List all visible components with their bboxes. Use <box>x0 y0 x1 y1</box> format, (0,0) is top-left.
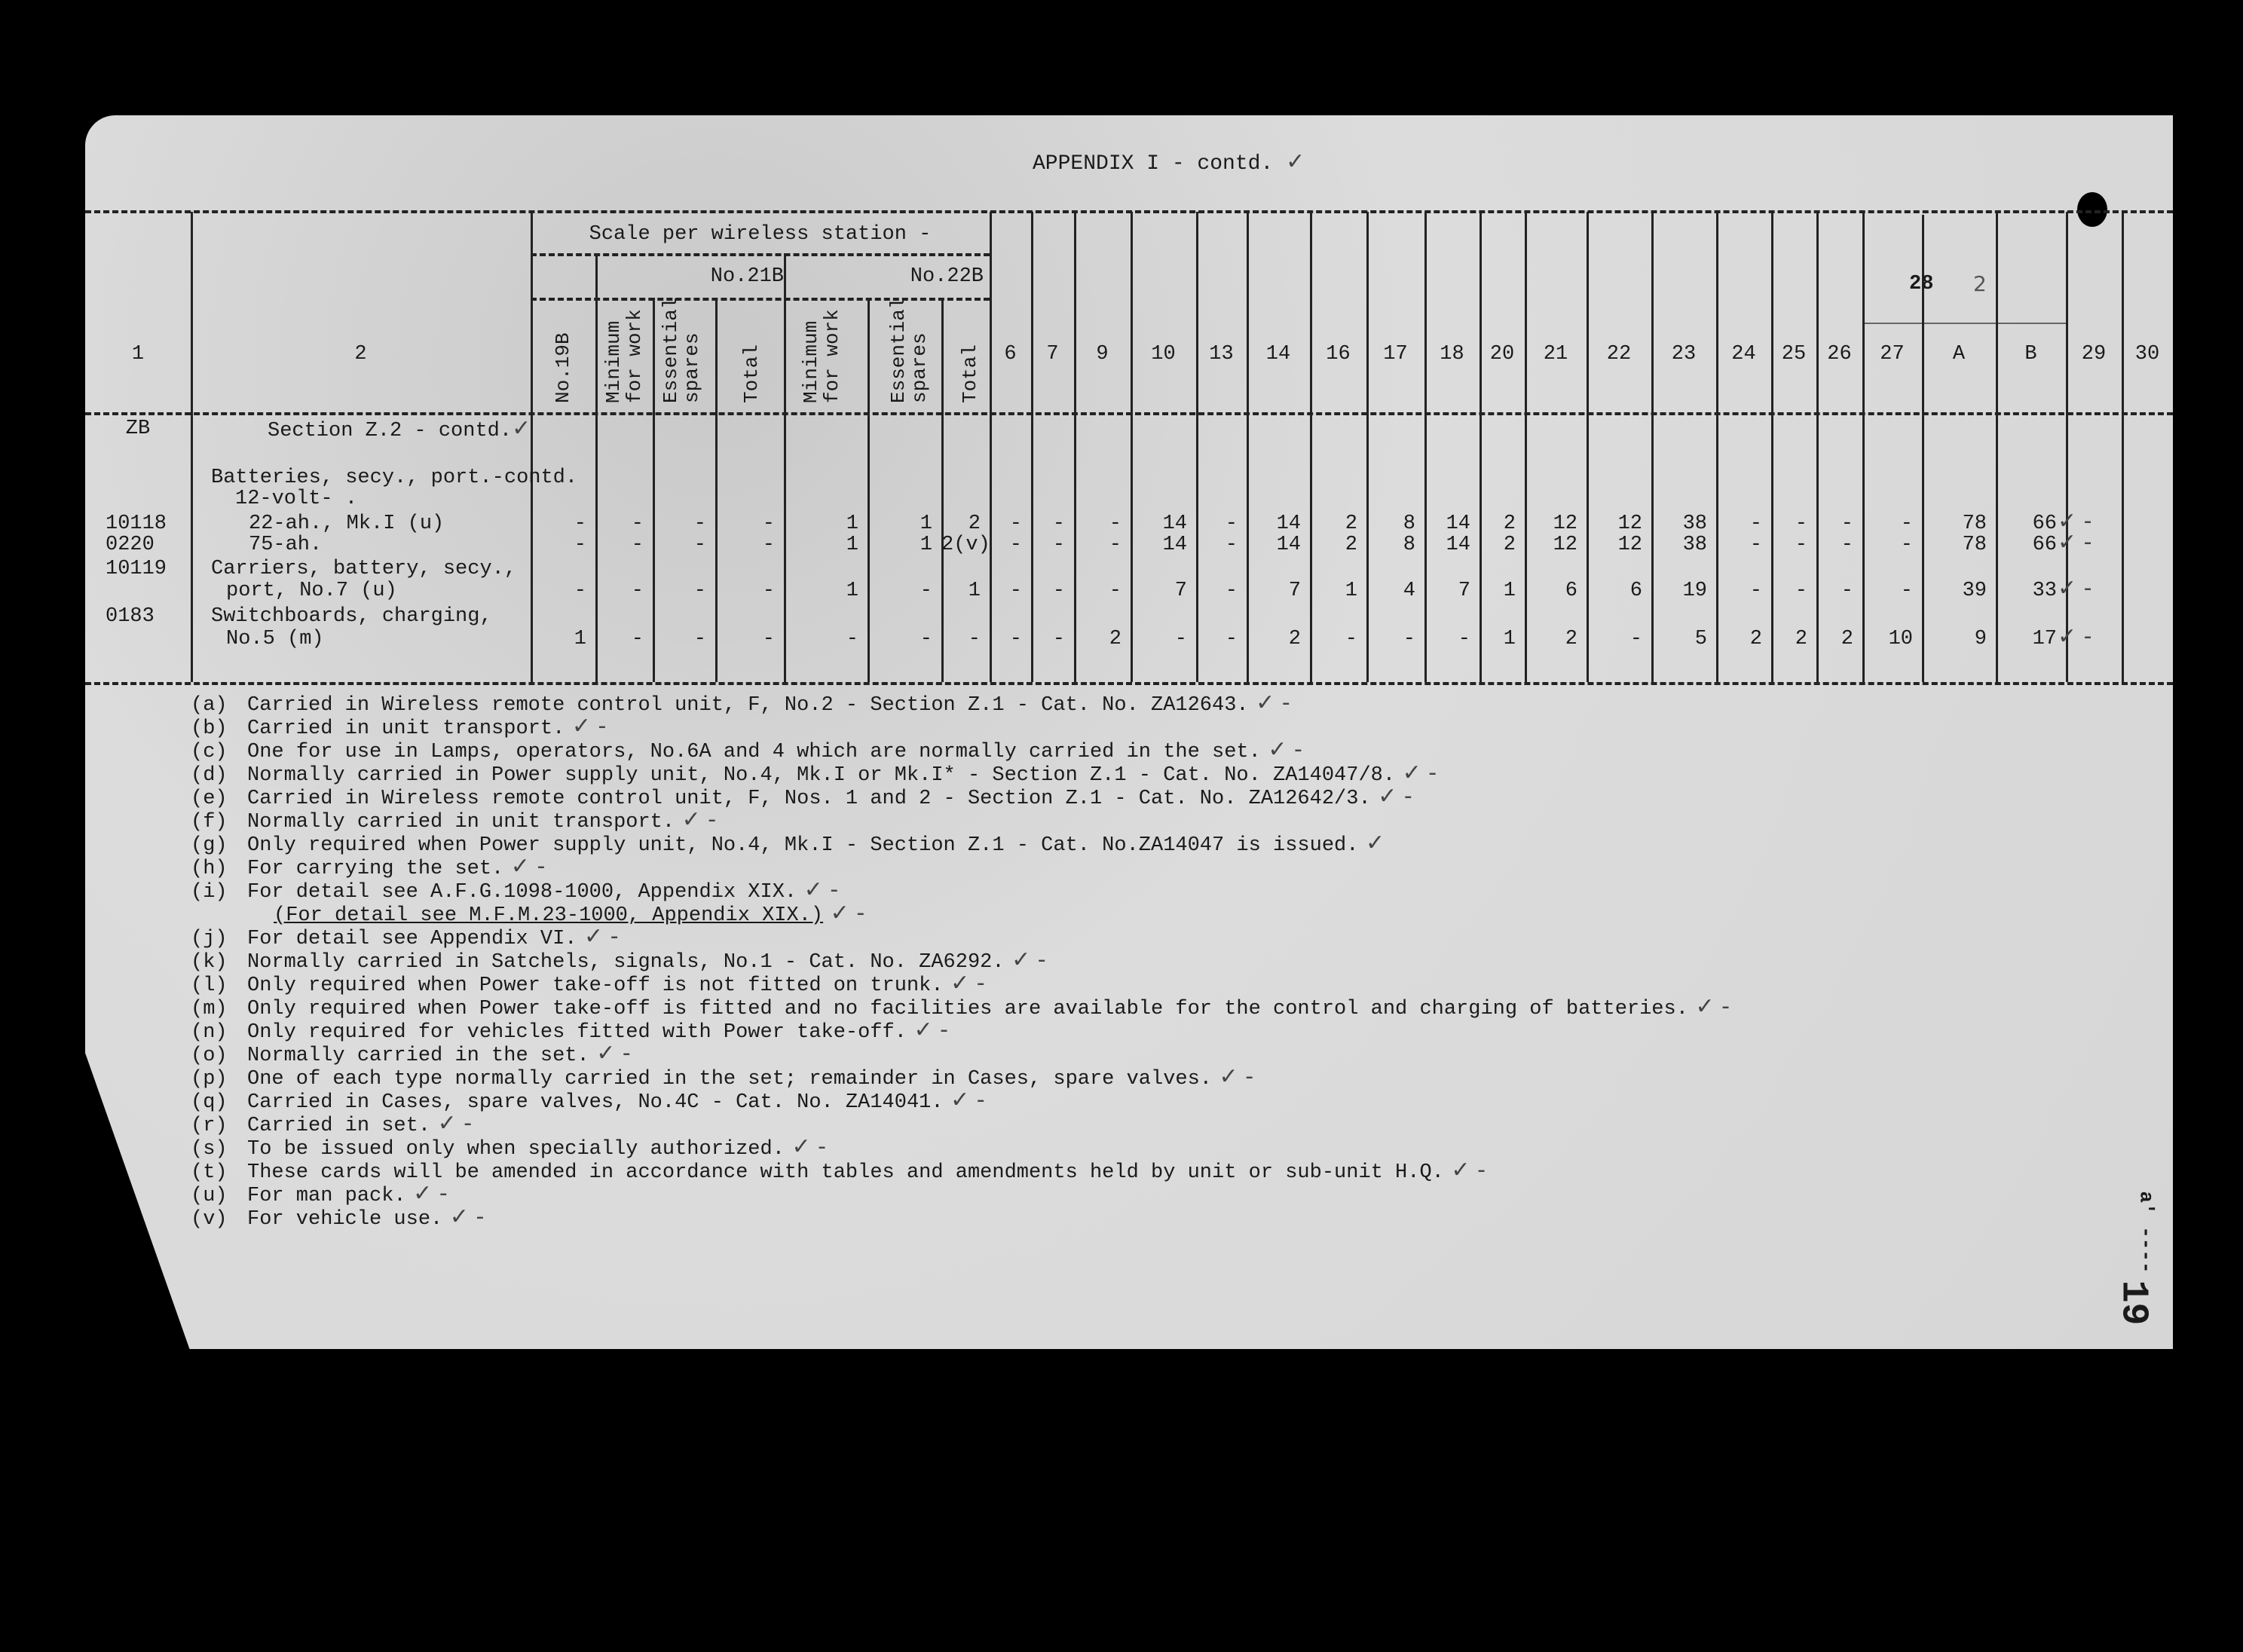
header-col-20: 20 <box>1489 343 1515 366</box>
column-rule <box>653 298 655 682</box>
checkmark-icon: ✓ - <box>784 1133 826 1160</box>
column-rule <box>191 212 193 682</box>
footnote-label: (l) <box>191 974 228 997</box>
column-rule <box>990 212 992 682</box>
table-cell: 12 <box>1553 534 1577 556</box>
footnote <box>191 1019 948 1044</box>
footnote-text: These cards will be amended in accordance with tables and amendments held by unit or sub-unit H.Q. <box>247 1161 1444 1184</box>
column-rule <box>1480 212 1482 682</box>
section-code: ZB <box>125 418 151 440</box>
table-cell: - <box>1900 512 1913 535</box>
table-cell: 19 <box>1682 580 1707 602</box>
column-rule <box>595 253 598 682</box>
table-cell: - <box>1052 534 1065 556</box>
column-rule <box>1587 212 1589 682</box>
table-cell: 1 <box>920 512 932 535</box>
subgroup-heading: 12-volt- . <box>235 488 358 510</box>
header-col-27: 27 <box>1880 343 1905 366</box>
footnote-label: (s) <box>191 1138 228 1161</box>
footnote-label: (d) <box>191 764 228 787</box>
checkmark-icon: ✓ - <box>503 853 546 880</box>
footnote-text: For detail see Appendix VI. <box>247 928 577 950</box>
table-cell: - <box>1345 628 1357 650</box>
column-rule <box>1816 212 1819 682</box>
footnote <box>191 762 1437 787</box>
header-col-14: 14 <box>1265 343 1291 366</box>
table-cell: 2 <box>1841 628 1853 650</box>
table-cell: 78 <box>1962 534 1987 556</box>
table-cell: 1 <box>1503 580 1516 602</box>
checkmark-icon: ✓ <box>1358 830 1385 856</box>
table-cell: - <box>1749 580 1762 602</box>
table-cell: 2 <box>1345 534 1357 556</box>
group-heading: Batteries, secy., port.-contd. <box>211 467 578 489</box>
header-col-18: 18 <box>1440 343 1464 366</box>
page-number: 19 <box>2111 1280 2155 1326</box>
checkmark-icon: ✓ - <box>1248 690 1290 716</box>
table-cell: 8 <box>1403 534 1415 556</box>
set-group-rule <box>531 298 990 301</box>
table-cell: 66 <box>2032 534 2057 556</box>
table-cell: - <box>1900 534 1913 556</box>
table-cell: 6 <box>1565 580 1577 602</box>
footnote-label: (n) <box>191 1021 228 1044</box>
footnote-label: (i) <box>191 881 228 904</box>
header-col-26: 26 <box>1827 343 1852 366</box>
header-col-16: 16 <box>1326 343 1351 366</box>
table-cell: 14 <box>1276 534 1301 556</box>
section-title <box>268 415 531 442</box>
column-rule <box>1996 212 1998 682</box>
footnote <box>191 993 1730 1020</box>
table-cell: - <box>631 534 644 556</box>
checkmark-icon: ✓ - <box>442 1204 485 1230</box>
checkmark-icon: ✓ - <box>797 876 839 903</box>
footnote-label: (u) <box>191 1185 228 1207</box>
footnote <box>191 736 1302 763</box>
column-rule <box>1074 212 1076 682</box>
header-col-29: 29 <box>2081 343 2107 366</box>
footnote <box>191 1133 826 1161</box>
header-col-13: 13 <box>1209 343 1234 366</box>
table-cell: 2 <box>968 512 981 535</box>
column-rule <box>2066 212 2068 682</box>
footnote-text: For man pack. <box>247 1185 406 1207</box>
table-cell: - <box>968 628 981 650</box>
checkmark-icon: ✓ - <box>430 1110 473 1137</box>
column-rule <box>784 253 786 682</box>
table-cell: 38 <box>1682 512 1707 535</box>
table-cell: - <box>574 512 586 535</box>
table-cell: 17 <box>2032 628 2057 650</box>
table-cell: 12 <box>1553 512 1577 535</box>
table-cell: - <box>1749 534 1762 556</box>
column-rule <box>1716 212 1718 682</box>
table-cell: - <box>1458 628 1470 650</box>
checkmark-icon: ✓ - <box>577 923 619 950</box>
table-cell: - <box>1225 580 1238 602</box>
header-col-2: 2 <box>354 343 367 366</box>
table-cell: 2 <box>1503 534 1516 556</box>
table-cell: - <box>1841 512 1853 535</box>
table-cell: - <box>1795 534 1807 556</box>
header-col-6: 6 <box>1004 343 1017 366</box>
item-description: Switchboards, charging, <box>211 605 492 628</box>
checkmark-icon: ✓ <box>1286 148 1305 175</box>
table-cell: 66 <box>2032 512 2057 535</box>
table-cell: - <box>1841 534 1853 556</box>
footnote-text: Only required when Power take-off is fitted and no facilities are available for the control and charging of batteries. <box>247 998 1688 1020</box>
footnote-label: (a) <box>191 694 228 717</box>
checkmark-icon: ✓ - <box>2058 575 2092 601</box>
table-cell: 39 <box>1962 580 1987 602</box>
header-col-23: 23 <box>1671 343 1697 366</box>
table-cell: - <box>920 628 932 650</box>
checkmark-icon: ✓ - <box>1260 736 1302 763</box>
footnote-text: Carried in unit transport. <box>247 717 565 740</box>
table-cell: - <box>574 534 586 556</box>
table-cell: - <box>1900 580 1913 602</box>
footnote-label: (o) <box>191 1045 228 1067</box>
table-cell: 14 <box>1446 512 1470 535</box>
table-cell: 1 <box>968 580 981 602</box>
table-cell: 7 <box>1288 580 1301 602</box>
table-cell: 14 <box>1162 534 1187 556</box>
checkmark-icon: ✓ - <box>823 900 865 926</box>
table-cell: - <box>1109 512 1122 535</box>
footnote-text: Only required when Power take-off is not fitted on trunk. <box>247 974 944 997</box>
table-cell: 33 <box>2032 580 2057 602</box>
table-cell: - <box>574 580 586 602</box>
checkmark-icon: ✓ - <box>675 806 717 833</box>
footnote-label: (m) <box>191 998 228 1020</box>
table-cell: - <box>846 628 858 650</box>
header-22b-essential: Essential spares <box>887 297 931 403</box>
table-cell: - <box>1109 534 1122 556</box>
footnote <box>191 1159 1486 1184</box>
footnote <box>191 785 1412 810</box>
column-rule <box>941 298 944 682</box>
footnote-label: (q) <box>191 1091 228 1114</box>
table-cell: - <box>1225 534 1238 556</box>
table-bottom-rule <box>85 682 2173 685</box>
header-col-28: 28 <box>1909 273 1934 295</box>
column-rule <box>1131 212 1133 682</box>
footnote <box>191 876 839 904</box>
header-col-7: 7 <box>1046 343 1059 366</box>
column-rule <box>1310 212 1312 682</box>
footnote <box>191 692 1290 717</box>
table-cell: - <box>631 628 644 650</box>
column-rule <box>1247 212 1249 682</box>
footnote <box>191 1182 448 1207</box>
table-cell: - <box>1629 628 1642 650</box>
footnote <box>191 855 545 880</box>
page-title <box>1033 148 1305 176</box>
footnote-text: Carried in Wireless remote control unit, F, Nos. 1 and 2 - Section Z.1 - Cat. No. ZA12642/3. <box>247 788 1371 810</box>
checkmark-icon: ✓ - <box>1004 947 1046 973</box>
table-cell: 78 <box>1962 512 1987 535</box>
header-col-22: 22 <box>1606 343 1632 366</box>
footnote <box>191 1089 985 1114</box>
table-cell: - <box>631 512 644 535</box>
table-cell: 2(v) <box>941 534 990 556</box>
footnote-text: Only required when Power supply unit, No.4, Mk.I - Section Z.1 - Cat. No.ZA14047 is issued. <box>247 834 1359 857</box>
footnote-text: (For detail see M.F.M.23-1000, Appendix XIX.) <box>274 904 824 927</box>
page-title-text: APPENDIX I - contd. <box>1033 152 1274 176</box>
table-cell: 2 <box>1565 628 1577 650</box>
table-cell: - <box>693 580 706 602</box>
table-cell: 8 <box>1403 512 1415 535</box>
margin-marks: a' ---- <box>2134 1191 2158 1274</box>
catalogue-number: 10118 <box>106 512 167 535</box>
table-cell: 1 <box>846 534 858 556</box>
table-cell: 38 <box>1682 534 1707 556</box>
table-cell: 2 <box>1109 628 1122 650</box>
checkmark-icon: ✓ - <box>2058 508 2092 534</box>
table-cell: - <box>693 534 706 556</box>
checkmark-icon: ✓ - <box>589 1040 631 1066</box>
table-cell: - <box>1174 628 1187 650</box>
table-cell: 5 <box>1694 628 1707 650</box>
table-cell: - <box>1749 512 1762 535</box>
footnote <box>191 1042 631 1067</box>
header-col-17: 17 <box>1383 343 1408 366</box>
header-col-30: 30 <box>2134 343 2160 366</box>
table-cell: - <box>1225 628 1238 650</box>
footnote-text: One of each type normally carried in the set; remainder in Cases, spare valves. <box>247 1068 1213 1091</box>
catalogue-number: 0183 <box>106 605 155 628</box>
column-rule <box>1366 212 1369 682</box>
header-no19b: No.19B <box>552 332 574 403</box>
column-rule <box>1525 212 1527 682</box>
header-col-9: 9 <box>1096 343 1109 366</box>
table-cell: 7 <box>1458 580 1470 602</box>
header-21b-essential: Essential spares <box>659 297 703 403</box>
checkmark-icon: ✓ - <box>405 1180 448 1207</box>
item-description: port, No.7 (u) <box>226 580 397 602</box>
table-top-rule <box>85 210 2173 213</box>
footnote-label: (g) <box>191 834 228 857</box>
footnote-text: For vehicle use. <box>247 1208 443 1231</box>
checkmark-icon: ✓ - <box>565 713 607 739</box>
punch-hole <box>2077 192 2107 227</box>
checkmark-icon: ✓ - <box>1688 993 1730 1020</box>
table-cell: - <box>762 534 775 556</box>
footnote-text: Normally carried in the set. <box>247 1045 589 1067</box>
table-cell: - <box>1841 580 1853 602</box>
footnote-text: For carrying the set. <box>247 858 504 880</box>
header-col-21: 21 <box>1543 343 1568 366</box>
table-cell: 1 <box>1503 628 1516 650</box>
footnote <box>191 1206 484 1231</box>
column-rule <box>531 212 533 682</box>
header-col-10: 10 <box>1151 343 1176 366</box>
table-cell: - <box>762 512 775 535</box>
table-cell: - <box>920 580 932 602</box>
table-cell: 14 <box>1276 512 1301 535</box>
footnote <box>191 902 864 927</box>
footnote-text: One for use in Lamps, operators, No.6A and 4 which are normally carried in the set. <box>247 741 1261 763</box>
header-scale-group: Scale per wireless station - <box>589 223 932 246</box>
column-rule <box>1196 212 1198 682</box>
header-col-25: 25 <box>1781 343 1807 366</box>
footnote-text: Normally carried in unit transport. <box>247 811 675 834</box>
handwritten-annotation: 2 <box>1973 271 1987 296</box>
checkmark-icon: ✓ - <box>1395 760 1437 786</box>
scale-group-rule <box>531 253 990 256</box>
checkmark-icon: ✓ - <box>2058 623 2092 650</box>
footnote-label: (f) <box>191 811 228 834</box>
header-col-1: 1 <box>131 343 145 366</box>
table-cell: - <box>1795 580 1807 602</box>
table-cell: - <box>693 512 706 535</box>
checkmark-icon: ✓ - <box>2058 529 2092 555</box>
handwritten-rule <box>1862 323 2066 324</box>
checkmark-icon: ✓ - <box>943 970 985 996</box>
table-cell: - <box>1225 512 1238 535</box>
table-cell: 1 <box>846 512 858 535</box>
table-cell: 1 <box>920 534 932 556</box>
footnote-label: (v) <box>191 1208 228 1231</box>
header-21b-total: Total <box>740 344 763 403</box>
header-col-a: A <box>1952 343 1966 366</box>
footnote-label: (h) <box>191 858 228 880</box>
checkmark-icon: ✓ - <box>1443 1157 1486 1183</box>
column-rule <box>1031 212 1033 682</box>
table-cell: - <box>1403 628 1415 650</box>
header-set-21b: No.21B <box>710 265 784 288</box>
table-cell: 1 <box>1345 580 1357 602</box>
header-set-22b: No.22B <box>910 265 984 288</box>
table-cell: 2 <box>1795 628 1807 650</box>
table-cell: 1 <box>846 580 858 602</box>
footnote-label: (c) <box>191 741 228 763</box>
table-cell: - <box>1009 534 1022 556</box>
table-cell: 4 <box>1403 580 1415 602</box>
footnote-text: For detail see A.F.G.1098-1000, Appendix XIX. <box>247 881 797 904</box>
header-22b-minimum: Minimum for work <box>800 309 843 403</box>
table-cell: 2 <box>1503 512 1516 535</box>
footnote <box>191 972 985 997</box>
footnote-text: Only required for vehicles fitted with Power take-off. <box>247 1021 907 1044</box>
table-cell: - <box>1009 580 1022 602</box>
column-rule <box>1862 212 1865 682</box>
checkmark-icon: ✓ - <box>906 1017 948 1043</box>
footnote <box>191 832 1385 857</box>
table-cell: - <box>762 580 775 602</box>
table-cell: - <box>762 628 775 650</box>
footnote-text: Normally carried in Power supply unit, No.4, Mk.I or Mk.I* - Section Z.1 - Cat. No. ZA14047/8. <box>247 764 1396 787</box>
footnote-text: Carried in set. <box>247 1115 431 1137</box>
table-cell: 10 <box>1888 628 1913 650</box>
footnote <box>191 925 619 950</box>
footnote-label: (j) <box>191 928 228 950</box>
footnote-label: (b) <box>191 717 228 740</box>
catalogue-number: 10119 <box>106 558 167 580</box>
section-title-text: Section Z.2 - contd. <box>268 420 513 442</box>
checkmark-icon: ✓ - <box>1212 1063 1254 1090</box>
table-cell: 1 <box>574 628 586 650</box>
footnote-text: Carried in Wireless remote control unit, F, No.2 - Section Z.1 - Cat. No. ZA12643. <box>247 694 1249 717</box>
checkmark-icon: ✓ - <box>1370 783 1412 809</box>
footnote <box>191 715 606 740</box>
column-rule <box>868 298 870 682</box>
footnote-label: (k) <box>191 951 228 974</box>
table-cell: 2 <box>1345 512 1357 535</box>
table-cell: 12 <box>1617 534 1642 556</box>
column-rule <box>1651 212 1654 682</box>
item-description: 75-ah. <box>249 534 323 556</box>
footnote-text: To be issued only when specially authorized. <box>247 1138 785 1161</box>
table-cell: - <box>1052 512 1065 535</box>
header-bottom-rule <box>85 412 2173 415</box>
table-cell: 7 <box>1174 580 1187 602</box>
footnote-label: (r) <box>191 1115 228 1137</box>
table-cell: 9 <box>1974 628 1987 650</box>
checkmark-icon: ✓ - <box>943 1087 985 1113</box>
column-rule <box>1771 212 1773 682</box>
footnote-text: Carried in Cases, spare valves, No.4C - Cat. No. ZA14041. <box>247 1091 944 1114</box>
item-description: No.5 (m) <box>226 628 324 650</box>
table-cell: 2 <box>1749 628 1762 650</box>
header-col-24: 24 <box>1731 343 1756 366</box>
footnote-label: (p) <box>191 1068 228 1091</box>
table-cell: - <box>1009 628 1022 650</box>
checkmark-icon: ✓ <box>512 415 531 442</box>
header-21b-minimum: Minimum for work <box>602 309 646 403</box>
footnote-label: (t) <box>191 1161 228 1184</box>
table-cell: 14 <box>1446 534 1470 556</box>
table-cell: - <box>1109 580 1122 602</box>
column-rule <box>715 298 718 682</box>
footnote-label: (e) <box>191 788 228 810</box>
footnote-text: Normally carried in Satchels, signals, No.1 - Cat. No. ZA6292. <box>247 951 1005 974</box>
header-22b-total: Total <box>959 344 981 403</box>
item-description: Carriers, battery, secy., <box>211 558 517 580</box>
table-cell: - <box>693 628 706 650</box>
footnote <box>191 949 1046 974</box>
table-cell: 6 <box>1629 580 1642 602</box>
table-cell: 2 <box>1288 628 1301 650</box>
table-cell: - <box>1009 512 1022 535</box>
item-description: 22-ah., Mk.I (u) <box>249 512 445 535</box>
table-cell: - <box>1795 512 1807 535</box>
header-col-b: B <box>2024 343 2037 366</box>
table-cell: 12 <box>1617 512 1642 535</box>
table-cell: - <box>631 580 644 602</box>
column-rule <box>2122 212 2124 682</box>
table-cell: - <box>1052 580 1065 602</box>
footnote <box>191 806 717 834</box>
catalogue-number: 0220 <box>106 534 155 556</box>
table-cell: 14 <box>1162 512 1187 535</box>
table-cell: - <box>1052 628 1065 650</box>
footnote <box>191 1112 472 1137</box>
footnote <box>191 1063 1254 1091</box>
column-rule <box>1424 212 1427 682</box>
